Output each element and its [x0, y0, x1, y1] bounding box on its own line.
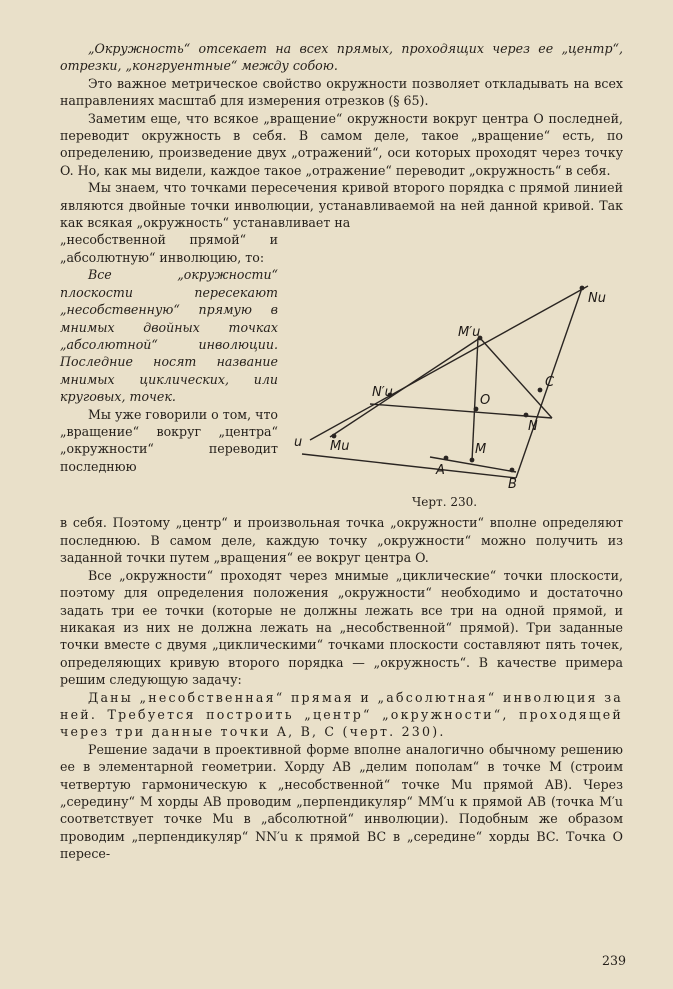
paragraph: Все „окружности“ проходят через мнимые „циклические“ точки плоскости, поэтому для определения положения „окружности“ необходимо и достаточно задать три ее точки (которые не должны лежать все три на одной прямой, и никакая из них не должна лежать на „несобственной“ прямой). Три заданные точки вместе с двумя „циклическими“ точками плоскости составляют пять точек, определяющих кривую второго порядка — „окружность“. В качестве примера решим следующую задачу:	[60, 567, 623, 688]
point-m	[470, 458, 475, 463]
paragraph: Мы уже говорили о том, что „вращение“ вокруг „центра“ „окружности“ переводит последнюю	[60, 406, 278, 474]
label-b: B	[508, 477, 517, 492]
point-n	[524, 413, 529, 418]
label-mu-prime: M′u	[458, 325, 481, 340]
point-a	[444, 456, 449, 461]
label-u: u	[294, 435, 303, 450]
label-o: O	[480, 393, 491, 408]
label-nu-prime: N′u	[372, 385, 393, 400]
problem-statement: Даны „несобственная“ прямая и „абсолютная“ инволюция за ней. Требуется построить „центр“ „окружности“, проходящей через три данные точки A, B, C (черт. 230).	[60, 689, 623, 740]
figure-230	[290, 272, 630, 522]
label-c: C	[545, 375, 555, 390]
label-n: N	[528, 419, 538, 434]
paragraph: Это важное метрическое свойство окружности позволяет откладывать на всех направлениях масштаб для измерения отрезков (§ 65).	[60, 75, 623, 109]
paragraph: Решение задачи в проективной форме вполне аналогично обычному решению ее в элементарной геометрии. Хорду AB „делим пополам“ в точке M (строим четвертую гармоническую к „несобственной“ точке Mu прямой AB). Через „середину“ M хорды AB проводим „перпендикуляр“ MM′u к прямой AB (точка M′u соответствует точке Mu в „абсолютной“ инволюции). Подобным же образом проводим „перпендикуляр“ NN′u к прямой BC в „середине“ хорды BC. Точка O пересе-	[60, 741, 623, 862]
figure-caption: Черт. 230.	[412, 495, 478, 509]
paragraph: Мы знаем, что точками пересечения кривой второго порядка с прямой линией являются двойные точки инволюции, устанавливаемой на ней данной кривой. Так как всякая „окружность“ устанавливает на	[60, 180, 623, 231]
label-nu: Nu	[588, 291, 606, 306]
page-number: 239	[601, 953, 626, 968]
label-m: M	[475, 442, 487, 457]
line-mu-muprime	[330, 338, 480, 437]
point-o	[474, 407, 479, 412]
point-b	[510, 468, 515, 473]
paragraph: Заметим еще, что всякое „вращение“ окружности вокруг центра O последней, переводит окружность в себя. В самом деле, такое „вращение“ есть, по определению, произведение двух „отражений“, оси которых проходят через точку O. Но, как мы видели, каждое такое „отражение“ переводит „окружность“ в себя.	[60, 110, 623, 178]
point-nu	[580, 286, 585, 291]
paragraph-continuation: „несобственной прямой“ и „абсолютную“ инволюцию, то:	[60, 232, 278, 265]
paragraph-continuation: в себя. Поэтому „центр“ и произвольная точка „окружности“ вполне определяют последнюю. В самом деле, каждую точку „окружности“ можно получить из заданной точки путем „вращения“ ее вокруг центра O.	[60, 515, 623, 566]
point-c	[538, 388, 543, 393]
label-mu: Mu	[330, 439, 350, 454]
point-mu	[332, 434, 337, 439]
theorem-statement: „Окружность“ отсекает на всех прямых, проходящих через ее „центр“, отрезки, „конгруентные“ между собою.	[60, 41, 623, 74]
theorem-circular-points: Все „окружности“ плоскости пересекают „несобственную“ прямую в мнимых двойных точках „абсолютной“ инволюции. Последние носят название мнимых циклических, или круговых, точек.	[60, 267, 278, 405]
label-a: A	[436, 463, 445, 478]
